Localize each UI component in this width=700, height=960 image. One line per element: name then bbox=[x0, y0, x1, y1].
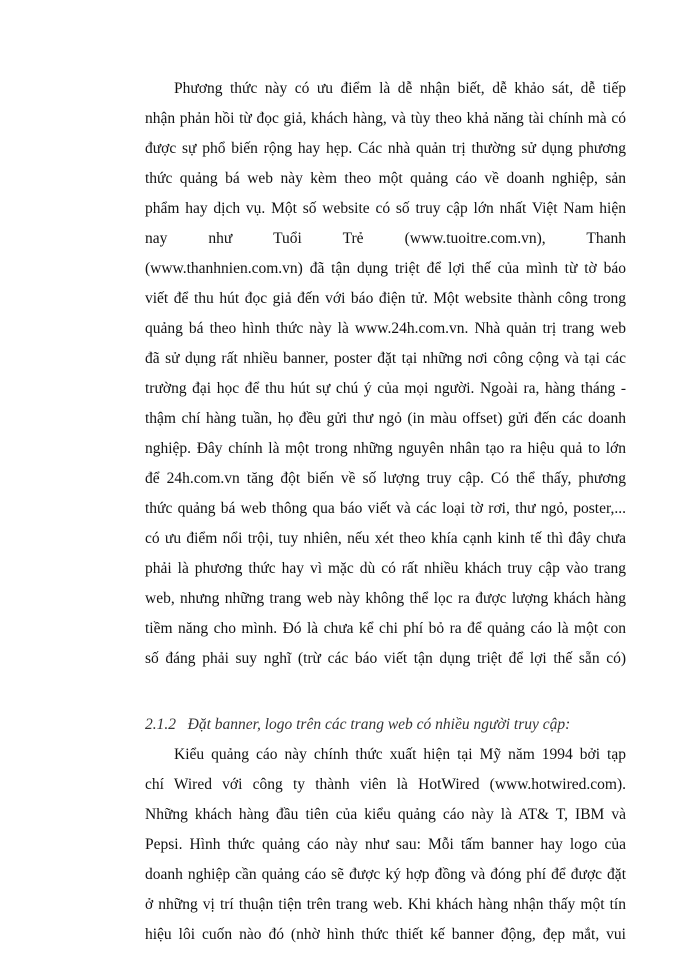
paragraph-line: nghiệp. Đây chính là một trong những nguyên nhân tạo ra hiệu quả to lớn bbox=[145, 440, 626, 457]
paragraph-line: web, nhưng những trang web này không thể lọc ra được lượng khách hàng bbox=[145, 590, 626, 607]
paragraph-line: hiệu lôi cuốn nào đó (nhờ hình thức thiết kế banner động, đẹp mắt, vui bbox=[145, 926, 626, 943]
paragraph-line: đã sử dụng rất nhiều banner, poster đặt tại những nơi công cộng và tại các bbox=[145, 350, 626, 367]
paragraph-line: viết để thu hút đọc giả đến với báo điện tử. Một website thành công trong bbox=[145, 290, 626, 307]
paragraph-line: được sự phổ biến rộng hay hẹp. Các nhà quản trị thường sử dụng phương bbox=[145, 140, 626, 157]
paragraph-line: để 24h.com.vn tăng đột biến về số lượng truy cập. Có thể thấy, phương bbox=[145, 470, 626, 487]
paragraph-line: chí Wired với công ty thành viên là HotWired (www.hotwired.com). bbox=[145, 776, 626, 793]
section-heading: 2.1.2 Đặt banner, logo trên các trang web có nhiều người truy cập: bbox=[145, 716, 571, 733]
paragraph-line: Phương thức này có ưu điểm là dễ nhận biết, dễ khảo sát, dễ tiếp bbox=[174, 80, 626, 97]
paragraph-line: thức quảng bá web này kèm theo một quảng cáo về doanh nghiệp, sản bbox=[145, 170, 626, 187]
paragraph-line: phẩm hay dịch vụ. Một số website có số truy cập lớn nhất Việt Nam hiện bbox=[145, 200, 626, 217]
paragraph-line: quảng bá theo hình thức này là www.24h.com.vn. Nhà quản trị trang web bbox=[145, 320, 626, 337]
paragraph-line: phải là phương thức hay vì mặc dù có rất nhiều khách truy cập vào trang bbox=[145, 560, 626, 577]
paragraph-line: tiềm năng cho mình. Đó là chưa kể chi phí bỏ ra để quảng cáo là một con bbox=[145, 620, 626, 637]
paragraph-line: ở những vị trí thuận tiện trên trang web. Khi khách hàng nhận thấy một tín bbox=[145, 896, 626, 913]
paragraph-line: Pepsi. Hình thức quảng cáo này như sau: Mỗi tấm banner hay logo của bbox=[145, 836, 626, 853]
paragraph-line: nay như Tuổi Trẻ (www.tuoitre.com.vn), Thanh bbox=[145, 230, 626, 247]
paragraph-line: Những khách hàng đầu tiên của kiểu quảng cáo này là AT& T, IBM và bbox=[145, 806, 626, 823]
paragraph-line: số đáng phải suy nghĩ (trừ các báo viết tận dụng triệt để lợi thế sẵn có) bbox=[145, 650, 626, 667]
paragraph-line: trường đại học để thu hút sự chú ý của mọi người. Ngoài ra, hàng tháng - bbox=[145, 380, 626, 397]
paragraph-line: thậm chí hàng tuần, họ đều gửi thư ngỏ (in màu offset) gửi đến các doanh bbox=[145, 410, 626, 427]
paragraph-line: (www.thanhnien.com.vn) đã tận dụng triệt để lợi thế của mình từ tờ báo bbox=[145, 260, 626, 277]
paragraph-line: thức quảng bá web thông qua báo viết và các loại tờ rơi, thư ngỏ, poster,... bbox=[145, 500, 626, 517]
paragraph-line: nhận phản hồi từ đọc giả, khách hàng, và tùy theo khả năng tài chính mà có bbox=[145, 110, 626, 127]
paragraph-line: có ưu điểm nổi trội, tuy nhiên, nếu xét theo khía cạnh kinh tế thì đây chưa bbox=[145, 530, 626, 547]
paragraph-line: Kiểu quảng cáo này chính thức xuất hiện tại Mỹ năm 1994 bởi tạp bbox=[174, 746, 626, 763]
paragraph-line: doanh nghiệp cần quảng cáo sẽ được ký hợp đồng và đóng phí để được đặt bbox=[145, 866, 626, 883]
